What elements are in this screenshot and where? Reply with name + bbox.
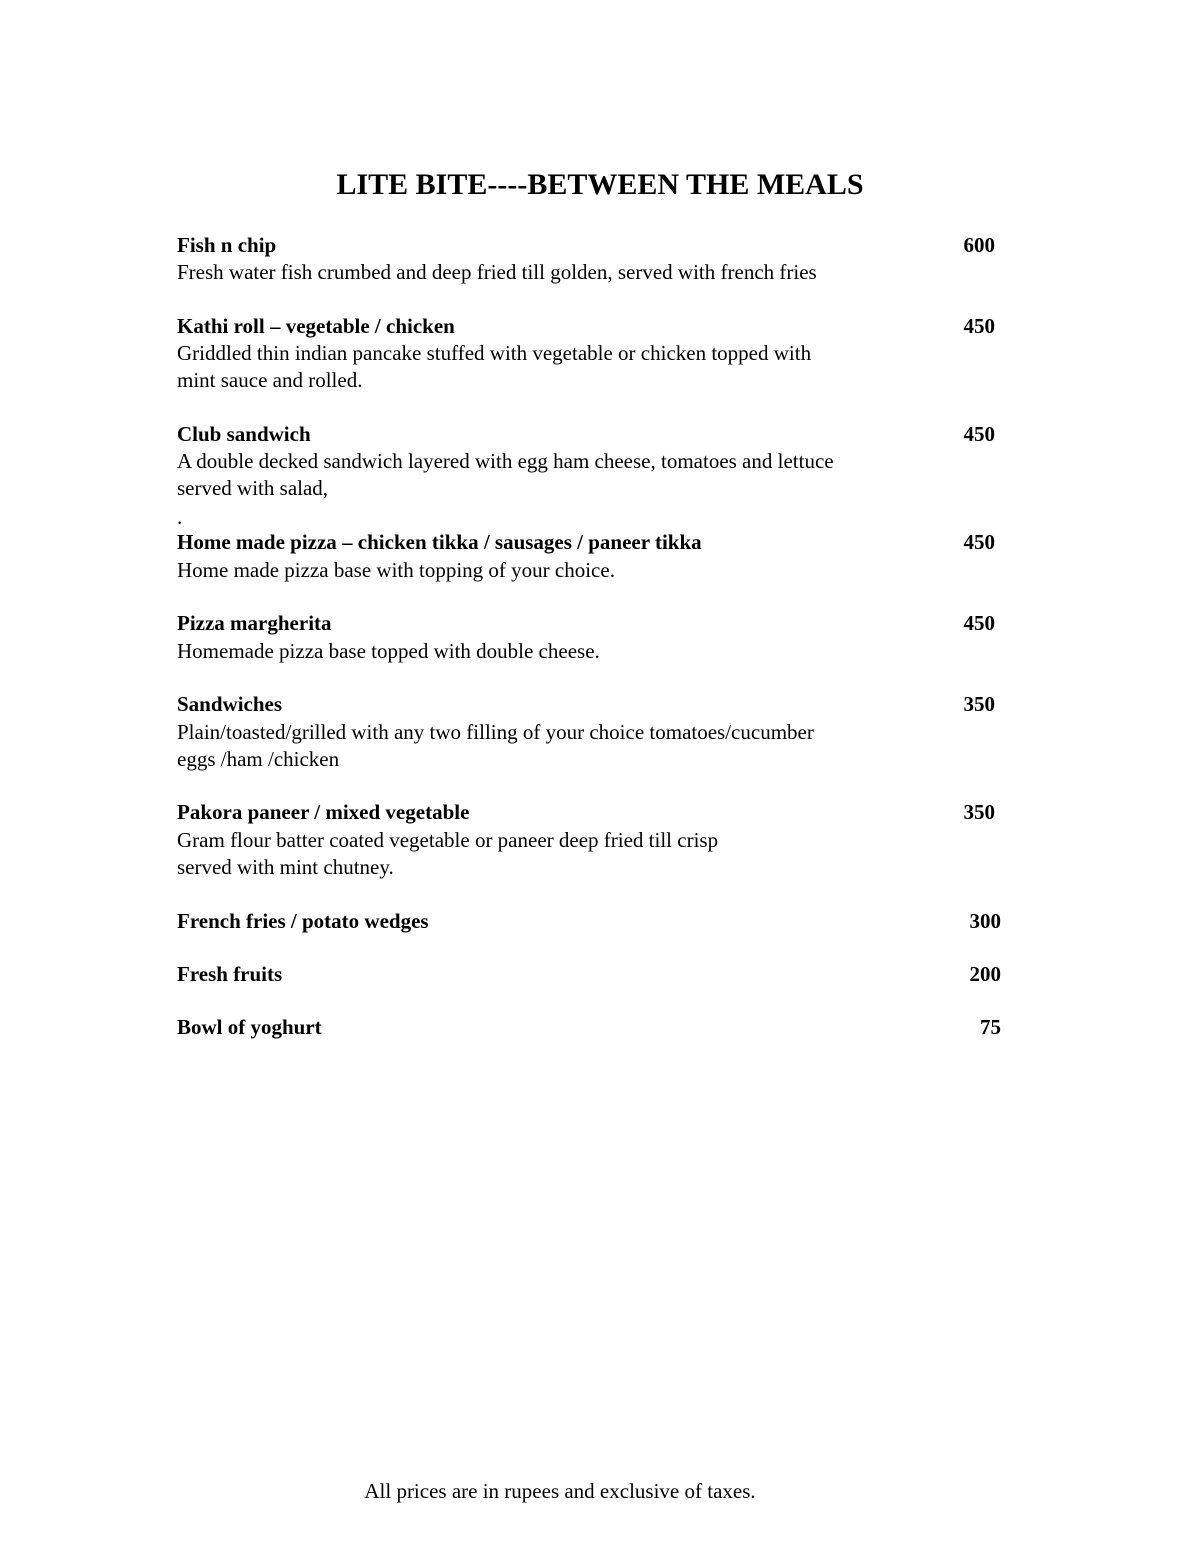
menu-item-name: Fish n chip (177, 233, 277, 257)
menu-item-price: 75 (980, 1015, 1001, 1039)
menu-item-name: Bowl of yoghurt (177, 1015, 322, 1039)
menu-item-description: Griddled thin indian pancake stuffed with vegetable or chicken topped with (177, 341, 812, 365)
menu-item-description: served with salad, (177, 476, 329, 500)
menu-item-description: Homemade pizza base topped with double cheese. (177, 639, 600, 663)
menu-item-name: Fresh fruits (177, 962, 283, 986)
menu-item-name: French fries / potato wedges (177, 909, 429, 933)
footer-note: All prices are in rupees and exclusive of taxes. (364, 1479, 756, 1503)
menu-item-description: mint sauce and rolled. (177, 368, 363, 392)
menu-item-price: 600 (963, 233, 995, 257)
menu-item-description: Fresh water fish crumbed and deep fried till golden, served with french fries (177, 260, 817, 284)
menu-item-description: Home made pizza base with topping of your choice. (177, 558, 615, 582)
page-title: LITE BITE----BETWEEN THE MEALS (336, 168, 864, 201)
menu-item-description: Plain/toasted/grilled with any two filling of your choice tomatoes/cucumber (177, 720, 814, 744)
menu-item-price: 350 (963, 692, 995, 716)
menu-item-price: 450 (963, 611, 995, 635)
menu-item-price: 350 (963, 800, 995, 824)
menu-item-name: Pizza margherita (177, 611, 332, 635)
menu-item-description: Gram flour batter coated vegetable or paneer deep fried till crisp (177, 828, 719, 852)
menu-item-name: Sandwiches (177, 692, 283, 716)
menu-item-name: Home made pizza – chicken tikka / sausages / paneer tikka (177, 530, 702, 554)
menu-item-price: 450 (963, 422, 995, 446)
menu-item-price: 450 (963, 314, 995, 338)
menu-item-name: Pakora paneer / mixed vegetable (177, 800, 470, 824)
menu-item-name: Kathi roll – vegetable / chicken (177, 314, 455, 338)
menu-item-price: 200 (969, 962, 1001, 986)
menu-item-description: A double decked sandwich layered with egg ham cheese, tomatoes and lettuce (177, 449, 834, 473)
menu-item-price: 300 (969, 909, 1001, 933)
menu-item-price: 450 (963, 530, 995, 554)
menu-item-description: served with mint chutney. (177, 855, 394, 879)
menu-item-name: Club sandwich (177, 422, 311, 446)
menu-item-description: eggs /ham /chicken (177, 747, 340, 771)
stray-mark: . (177, 505, 183, 529)
